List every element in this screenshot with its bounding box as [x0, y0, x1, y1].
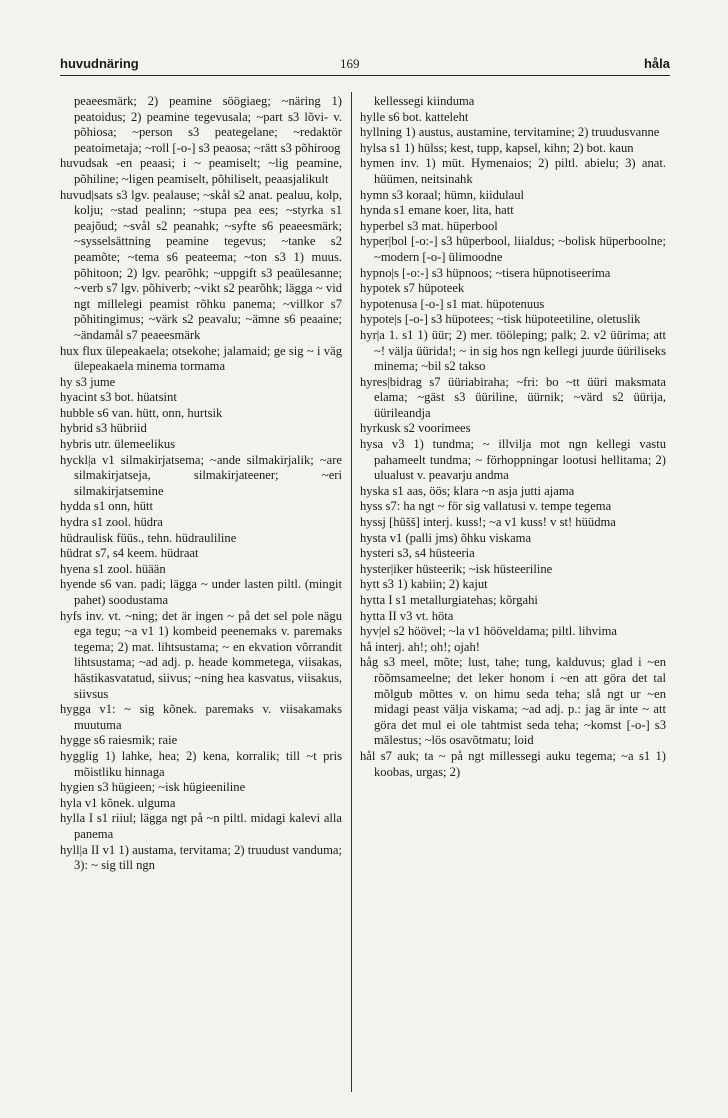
dictionary-entry: hypno|s [-o:-] s3 hüpnoos; ~tisera hüpnotiseerima [360, 265, 611, 280]
dictionary-entry: hyllning 1) austus, austamine, tervitamine; 2) truudusvanne [360, 125, 660, 140]
left-guide-word: huvudnäring [60, 56, 139, 71]
dictionary-entry: kellessegi kiinduma [374, 94, 475, 108]
dictionary-entry: hygien s3 hügieen; ~isk hügieeniline [60, 780, 246, 795]
dictionary-entry: hål s7 auk; ta ~ på ngt millessegi auku tegema; ~a s1 1) koobas, urgas; 2) [360, 748, 666, 779]
dictionary-entry: hygga v1: ~ sig kõnek. paremaks v. viisakamaks muutuma [60, 702, 342, 732]
dictionary-entry: hysa v3 1) tundma; ~ illvilja mot ngn kellegi vastu pahameelt tundma; ~ förhoppningar lootusi hellitama; 2) ulualust v. peavarju andma [360, 437, 666, 483]
dictionary-entry: hydra s1 zool. hüdra [60, 515, 163, 530]
dictionary-entry: hymn s3 koraal; hümn, kiidulaul [360, 187, 525, 202]
dictionary-entry: hydda s1 onn, hütt [60, 499, 154, 514]
dictionary-entry: hyla v1 kõnek. ulguma [60, 795, 176, 810]
dictionary-entry: hyska s1 aas, öös; klara ~n asja jutti ajama [360, 483, 575, 498]
dictionary-entry: hux flux ülepeakaela; otsekohe; jalamaid; ge sig ~ i väg ülepeakaela minema tormama [60, 343, 342, 374]
dictionary-entry: huvudsak -en peaasi; i ~ peamiselt; ~lig peamine, põhiline; ~ligen peamiselt, põhiliselt, peaasjalikult [60, 156, 342, 186]
dictionary-entry: hyckl|a v1 silmakirjatsema; ~ande silmakirjalik; ~are silmakirjatseja, silmakirjateener; ~eri silmakirjatsemine [60, 452, 342, 498]
dictionary-entry: hyfs inv. vt. ~ning; det är ingen ~ på det sel pole nägu ega tegu; ~a v1 1) kombeid peenemaks v. paremaks tegema; 2) mat. lihtsustama; ~ en ekvation võrrandit lihtsustama; ~ad adj. p. heade kommetega, viisakas, hästikasvatatud, siivus; ~ning hea kasvatus, viisakus, siivsus [60, 608, 342, 701]
dictionary-entry: hypotenusa [-o-] s1 mat. hüpotenuus [360, 296, 545, 311]
dictionary-entry: hyster|iker hüsteerik; ~isk hüsteeriline [360, 561, 553, 576]
dictionary-entry: peaeesmärk; 2) peamine söögiaeg; ~näring 1) peatoidus; 2) peamine tegevusala; ~part s3 lõvi- v. põhiosa; ~person s3 peategelane; ~redaktör peatoimetaja; ~roll [-o-] s3 peaosa; ~rätt s3 põhiroog [74, 94, 342, 155]
dictionary-entry: hytta I s1 metallurgiatehas; kõrgahi [360, 593, 538, 607]
dictionary-entry: hyv|el s2 höövel; ~la v1 hööveldama; piltl. lihvima [360, 624, 617, 639]
dictionary-entry: hynda s1 emane koer, lita, hatt [360, 203, 514, 218]
dictionary-entry: hygge s6 raiesmik; raie [60, 733, 178, 748]
left-column [60, 94, 342, 874]
dictionary-entry: hypotek s7 hüpoteek [360, 281, 465, 296]
column-divider [351, 92, 352, 1092]
dictionary-entry: hysteri s3, s4 hüsteeria [360, 546, 475, 561]
dictionary-entry: hybrid s3 hübriid [60, 421, 147, 436]
dictionary-entry: hy s3 jume [60, 374, 116, 389]
dictionary-entry: hüdrat s7, s4 keem. hüdraat [60, 546, 199, 561]
dictionary-entry: håg s3 meel, mõte; lust, tahe; tung, kalduvus; glad i ~en rõõmsameelne; det leker honom i ~en att göra det tal mõlgub mõttes v. on himu seda teha; slå ngt ur ~en midagi peast välja viskama; ~ad adj. p.: jag är inte ~ att göra det mul ei ole tahtmist seda teha; ~komst [-o-] s3 mälestus; ~lös osavõtmatu; loid [360, 655, 666, 748]
dictionary-entry: hylsa s1 1) hülss; kest, tupp, kapsel, kihn; 2) bot. kaun [360, 140, 634, 155]
dictionary-entry: hyll|a II v1 1) austama, tervitama; 2) truudust vanduma; 3): ~ sig till ngn [60, 842, 342, 873]
page-number: 169 [340, 56, 360, 71]
dictionary-entry: hyacint s3 bot. hüatsint [60, 390, 177, 405]
dictionary-entry: hybris utr. ülemeelikus [60, 437, 176, 452]
dictionary-entry: hygglig 1) lahke, hea; 2) kena, korralik; till ~t pris mõistliku hinnaga [60, 748, 342, 779]
dictionary-entry: hyres|bidrag s7 üüriabiraha; ~fri: bo ~tt üüri maksmata elama; ~gäst s3 üüriline, üürnik; ~värd s2 üürija, üürileandja [360, 374, 666, 420]
dictionary-entry: hyssj [hüšš] interj. kuss!; ~a v1 kuss! v st! hüüdma [360, 515, 616, 530]
dictionary-entry: huvud|sats s3 lgv. pealause; ~skål s2 anat. pealuu, kolp, kolju; ~stad pealinn; ~stupa pea ees; ~styrka s1 peajõud; ~svål s2 peanahk; ~syfte s6 peaeesmärk; ~sysselsättning peamine tegevus; ~tanke s2 peamõte; ~tema s6 peateema; ~ton s3 1) muus. põhitoon; 2) lgv. pearõhk; ~uppgift s3 peaülesanne; ~verb s7 lgv. põhiverb; ~vikt s2 pearõhk; lägga ~ vid ngt millelegi peamist rõhku panema; ~villkor s7 põhitingimus; ~värk s2 peavalu; ~ämne s6 peaaine; ~ändamål s7 peaeesmärk [60, 187, 342, 342]
dictionary-entry: hyende s6 van. padi; lägga ~ under lasten piltl. (mingit pahet) soodustama [60, 577, 342, 607]
dictionary-entry: hymen inv. 1) müt. Hymenaios; 2) piltl. abielu; 3) anat. hüümen, neitsinahk [360, 156, 666, 186]
dictionary-entry: hypote|s [-o-] s3 hüpotees; ~tisk hüpoteetiline, oletuslik [360, 312, 641, 327]
dictionary-entry: hubble s6 van. hütt, onn, hurtsik [60, 405, 223, 420]
dictionary-entry: hytt s3 1) kabiin; 2) kajut [360, 577, 488, 592]
right-guide-word: håla [643, 56, 670, 71]
dictionary-entry: hyss s7: ha ngt ~ för sig vallatusi v. tempe tegema [360, 499, 612, 514]
header-rule [60, 75, 670, 76]
dictionary-entry: hysta v1 (palli jms) õhku viskama [360, 530, 532, 545]
dictionary-entry: hyrkusk s2 voorimees [360, 421, 471, 436]
right-column [360, 94, 666, 780]
dictionary-entry: hyena s1 zool. hüään [60, 561, 166, 576]
dictionary-entry: hüdraulisk füüs., tehn. hüdrauliline [60, 530, 237, 545]
dictionary-entry: hytta II v3 vt. höta [360, 608, 454, 623]
dictionary-entry: hylle s6 bot. katteleht [360, 109, 469, 124]
dictionary-entry: hylla I s1 riiul; lägga ngt på ~n piltl. midagi kalevi alla panema [60, 811, 342, 841]
page-header [60, 52, 670, 74]
dictionary-entry: hyr|a 1. s1 1) üür; 2) mer. tööleping; palk; 2. v2 üürima; att ~! välja üürida!; ~ in sig hos ngn kellegi juurde üüriliseks minema; ~bil s2 takso [360, 327, 666, 374]
dictionary-entry: hyperbel s3 mat. hüperbool [360, 218, 498, 233]
dictionary-entry: hyper|bol [-o:-] s3 hüperbool, liialdus; ~bolisk hüperboolne; ~modern [-o-] ülimoodne [360, 234, 666, 264]
dictionary-entry: hå interj. ah!; oh!; ojah! [360, 639, 480, 654]
